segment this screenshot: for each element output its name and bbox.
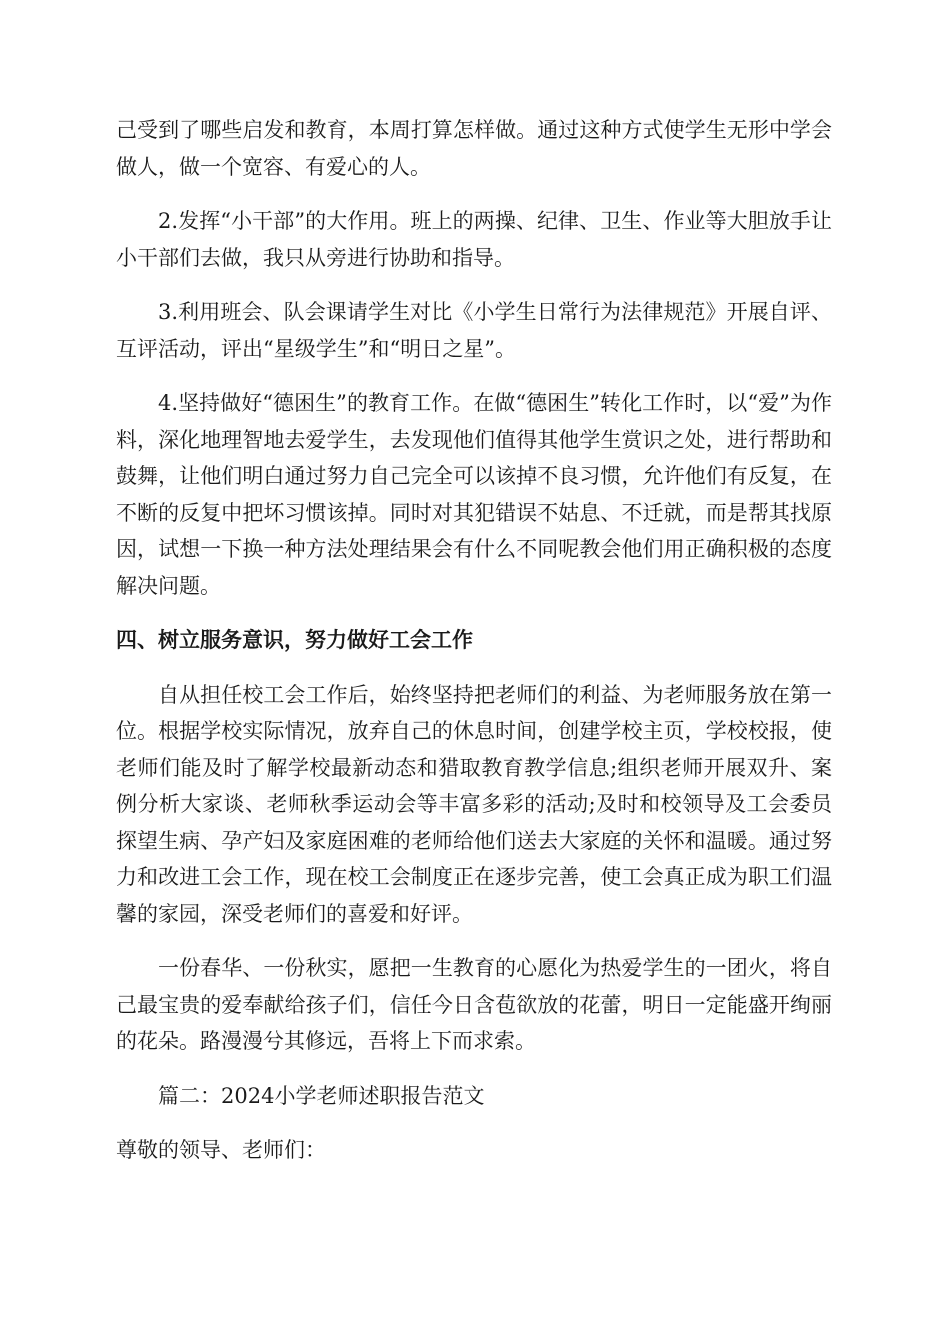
article-two-title: 篇二：2024小学老师述职报告范文 [158, 1083, 485, 1108]
paragraph-union-work: 自从担任校工会工作后，始终坚持把老师们的利益、为老师服务放在第一位。根据学校实际情况，放弃自己的休息时间，创建学校主页，学校校报，使老师们能及时了解学校最新动态和猎取教育教学信息;组织老师开展双升、案例分析大家谈、老师秋季运动会等丰富多彩的活动;及时和校领导及工会委员探望生病、孕产妇及家庭困难的老师给他们送去大家庭的关怀和温暖。通过努力和改进工会工作，现在校工会制度正在逐步完善，使工会真正成为职工们温馨的家园，深受老师们的喜爱和好评。 [116, 682, 832, 926]
paragraph-item-3: 3.利用班会、队会课请学生对比《小学生日常行为法律规范》开展自评、互评活动，评出“星级学生”和“明日之星”。 [116, 300, 832, 361]
section-heading: 四、树立服务意识，努力做好工会工作 [116, 628, 473, 652]
paragraph-closing: 一份春华、一份秋实，愿把一生教育的心愿化为热爱学生的一团火，将自己最宝贵的爱奉献给孩子们，信任今日含苞欲放的花蕾，明日一定能盛开绚丽的花朵。路漫漫兮其修远，吾将上下而求索。 [116, 956, 832, 1053]
paragraph-item-4: 4.坚持做好“德困生”的教育工作。在做“德困生”转化工作时，以“爱”为作料，深化地理智地去爱学生，去发现他们值得其他学生赏识之处，进行帮助和鼓舞，让他们明白通过努力自己完全可以该掉不良习惯，允许他们有反复，在不断的反复中把坏习惯该掉。同时对其犯错误不姑息、不迁就，而是帮其找原因，试想一下换一种方法处理结果会有什么不同呢教会他们用正确积极的态度解决问题。 [116, 391, 832, 598]
paragraph-item-2: 2.发挥“小干部”的大作用。班上的两操、纪律、卫生、作业等大胆放手让小干部们去做，我只从旁进行协助和指导。 [116, 209, 832, 270]
salutation: 尊敬的领导、老师们： [116, 1138, 326, 1162]
paragraph-continuation: 己受到了哪些启发和教育，本周打算怎样做。通过这种方式使学生无形中学会做人，做一个宽容、有爱心的人。 [116, 118, 832, 179]
document-page [116, 112, 832, 1169]
